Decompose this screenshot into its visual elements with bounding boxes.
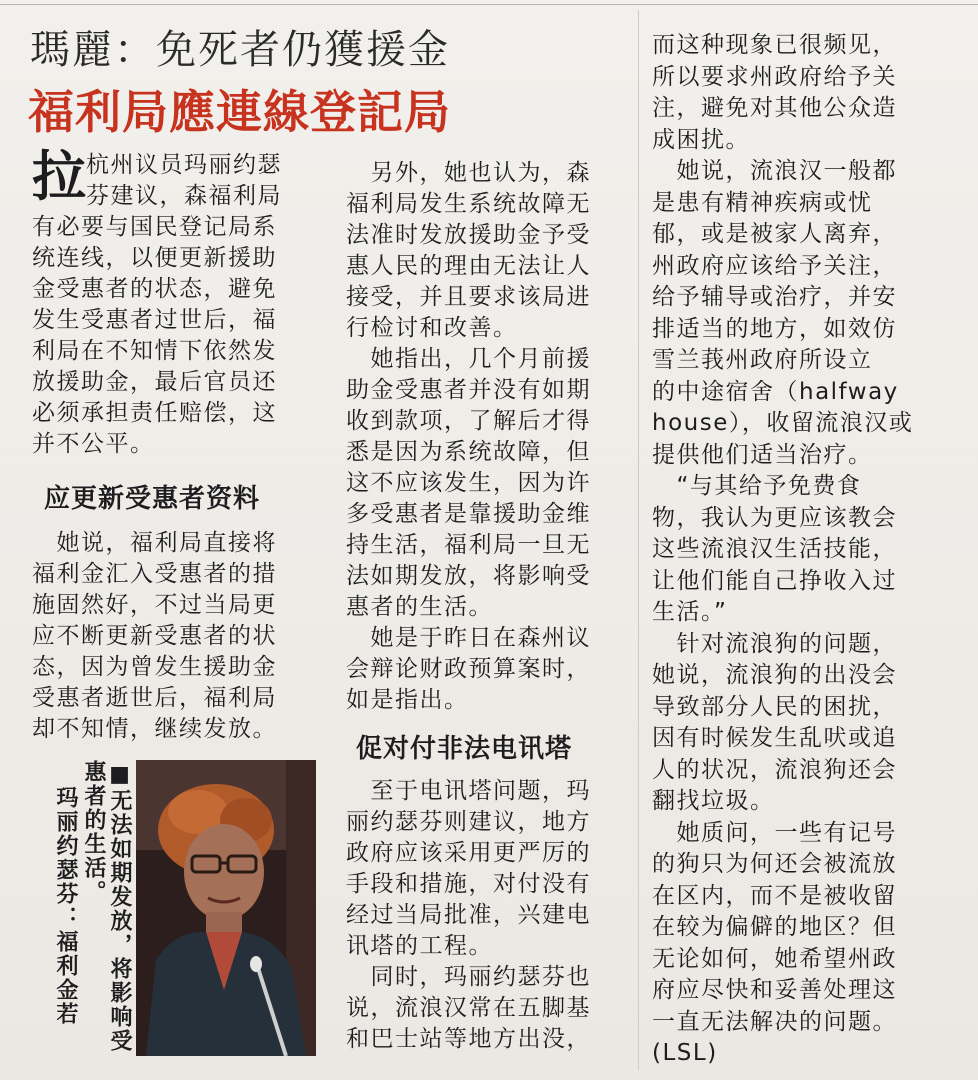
text-line: 同时，玛丽约瑟芬也 bbox=[346, 964, 591, 990]
text-line: 必须承担责任赔偿，这 bbox=[32, 400, 277, 426]
text-line: 惠者的生活。 bbox=[346, 594, 493, 620]
text-line: 讯塔的工程。 bbox=[346, 933, 493, 959]
text-line: 生活。” bbox=[652, 599, 728, 625]
text-line: (LSL) bbox=[652, 1040, 718, 1066]
text-line: 她说，流浪狗的出没会 bbox=[652, 662, 897, 688]
text-line: 至于电讯塔问题，玛 bbox=[346, 778, 591, 804]
text-line: 的狗只为何还会被流放 bbox=[652, 851, 897, 877]
text-line: 另外，她也认为，森 bbox=[346, 160, 591, 186]
caption-column-3: 玛丽约瑟芬：福利金若 bbox=[53, 786, 78, 1026]
text-line: 悉是因为系统故障，但 bbox=[346, 439, 591, 465]
text-line: 导致部分人民的困扰， bbox=[652, 693, 897, 720]
text-line: 注，避免对其他公众造 bbox=[652, 95, 897, 121]
text-line: 金受惠者的状态，避免 bbox=[32, 276, 277, 302]
text-line: 助金受惠者并没有如期 bbox=[346, 377, 591, 403]
text-line: 法如期发放，将影响受 bbox=[346, 563, 591, 589]
text-line: 这不应该发生，因为许 bbox=[346, 470, 591, 496]
text-line: 提供他们适当治疗。 bbox=[652, 441, 873, 468]
text-line: 在较为偏僻的地区？但 bbox=[652, 914, 897, 940]
text-line: 无论如何，她希望州政 bbox=[652, 945, 897, 972]
text-line: 有必要与国民登记局系 bbox=[32, 214, 277, 240]
text-line: “与其给予免费食 bbox=[652, 473, 862, 499]
text-line: 态，因为曾发生援助金 bbox=[32, 654, 277, 680]
text-line: 福利金汇入受惠者的措 bbox=[32, 561, 277, 587]
text-line: 是患有精神疾病或忧 bbox=[652, 189, 873, 216]
text-line: 排适当的地方，如效仿 bbox=[652, 315, 897, 342]
text-line: 翻找垃圾。 bbox=[652, 788, 775, 814]
caption-column-1: ■无法如期发放，将影响受 bbox=[107, 762, 132, 1053]
text-line: 收到款项，了解后才得 bbox=[346, 408, 591, 434]
text-line: 持生活，福利局一旦无 bbox=[346, 532, 591, 558]
text-line: 政府应该采用更严厉的 bbox=[346, 840, 591, 866]
text-line: 丽约瑟芬则建议，地方 bbox=[346, 809, 591, 835]
text-line: 针对流浪狗的问题， bbox=[652, 630, 897, 657]
subhead-update-recipients: 应更新受惠者资料 bbox=[44, 484, 261, 514]
text-line: 她说，福利局直接将 bbox=[32, 530, 277, 556]
text-line: 会辩论财政预算案时， bbox=[346, 656, 591, 682]
article-column-1-lead bbox=[32, 150, 322, 460]
text-line: 惠人民的理由无法让人 bbox=[346, 253, 591, 279]
text-line: 福利局发生系统故障无 bbox=[346, 191, 591, 217]
text-line: 而这种现象已很频见， bbox=[652, 32, 897, 58]
text-line: house），收留流浪汉或 bbox=[652, 410, 914, 436]
top-rule bbox=[0, 4, 978, 5]
text-line: 发生受惠者过世后，福 bbox=[32, 307, 277, 333]
text-line: 并不公平。 bbox=[32, 431, 155, 457]
text-line: 接受，并且要求该局进 bbox=[346, 284, 591, 310]
text-line: 统连线，以便更新援助 bbox=[32, 245, 277, 271]
text-line: 应不断更新受惠者的状 bbox=[32, 623, 277, 649]
text-line: 却不知情，继续发放。 bbox=[32, 716, 277, 742]
text-line: 州政府应该给予关注， bbox=[652, 252, 897, 279]
text-line: 施固然好，不过当局更 bbox=[32, 592, 277, 618]
text-line: 杭州议员玛丽约瑟 bbox=[86, 152, 282, 178]
text-line: 物，我认为更应该教会 bbox=[652, 504, 897, 531]
article-column-2-lower bbox=[346, 776, 636, 1055]
text-line: 让他们能自己挣收入过 bbox=[652, 567, 897, 594]
text-line: 受惠者逝世后，福利局 bbox=[32, 685, 277, 711]
text-line: 人的状况，流浪狗还会 bbox=[652, 756, 897, 783]
text-line: 她指出，几个月前援 bbox=[346, 346, 591, 372]
text-line: 成困扰。 bbox=[652, 126, 750, 153]
text-line: 给予辅导或治疗，并安 bbox=[652, 284, 897, 310]
article-column-3 bbox=[652, 30, 972, 1070]
column-divider bbox=[638, 10, 639, 1070]
text-line: 这些流浪汉生活技能， bbox=[652, 536, 897, 562]
portrait-photo bbox=[136, 760, 316, 1056]
article-column-1-body bbox=[32, 528, 322, 745]
drop-cap: 拉 bbox=[32, 144, 86, 208]
text-line: 经过当局批准，兴建电 bbox=[346, 902, 591, 928]
text-line: 府应尽快和妥善处理这 bbox=[652, 977, 897, 1003]
text-line: 和巴士站等地方出没， bbox=[346, 1026, 591, 1052]
text-line: 的中途宿舍（halfway bbox=[652, 378, 899, 405]
photo-caption bbox=[30, 762, 134, 1058]
article-column-2-upper bbox=[346, 158, 636, 716]
text-line: 她说，流浪汉一般都 bbox=[652, 158, 897, 184]
text-line: 一直无法解决的问题。 bbox=[652, 1008, 897, 1035]
text-line: 利局在不知情下依然发 bbox=[32, 338, 277, 364]
text-line: 放援助金，最后官员还 bbox=[32, 369, 277, 395]
caption-column-2: 惠者的生活。 bbox=[81, 760, 106, 904]
text-line: 在区内，而不是被收留 bbox=[652, 882, 897, 909]
headline-kicker: 瑪麗：免死者仍獲援金 bbox=[30, 27, 450, 73]
text-line: 郁，或是被家人离弃， bbox=[652, 221, 897, 247]
text-line: 手段和措施，对付没有 bbox=[346, 871, 591, 897]
text-line: 雪兰莪州政府所设立 bbox=[652, 347, 873, 373]
text-line: 多受惠者是靠援助金维 bbox=[346, 501, 591, 527]
text-line: 如是指出。 bbox=[346, 687, 469, 713]
text-line: 她是于昨日在森州议 bbox=[346, 625, 591, 651]
text-line: 法准时发放援助金予受 bbox=[346, 222, 591, 248]
text-line: 行检讨和改善。 bbox=[346, 315, 518, 341]
headline-main: 福利局應連線登記局 bbox=[28, 85, 451, 139]
subhead-illegal-towers: 促对付非法电讯塔 bbox=[356, 734, 573, 764]
text-line: 所以要求州政府给予关 bbox=[652, 63, 897, 90]
text-line: 因有时候发生乱吠或追 bbox=[652, 725, 897, 751]
text-line: 说，流浪汉常在五脚基 bbox=[346, 995, 591, 1021]
text-line: 芬建议，森福利局 bbox=[86, 183, 282, 209]
text-line: 她质问，一些有记号 bbox=[652, 819, 897, 846]
